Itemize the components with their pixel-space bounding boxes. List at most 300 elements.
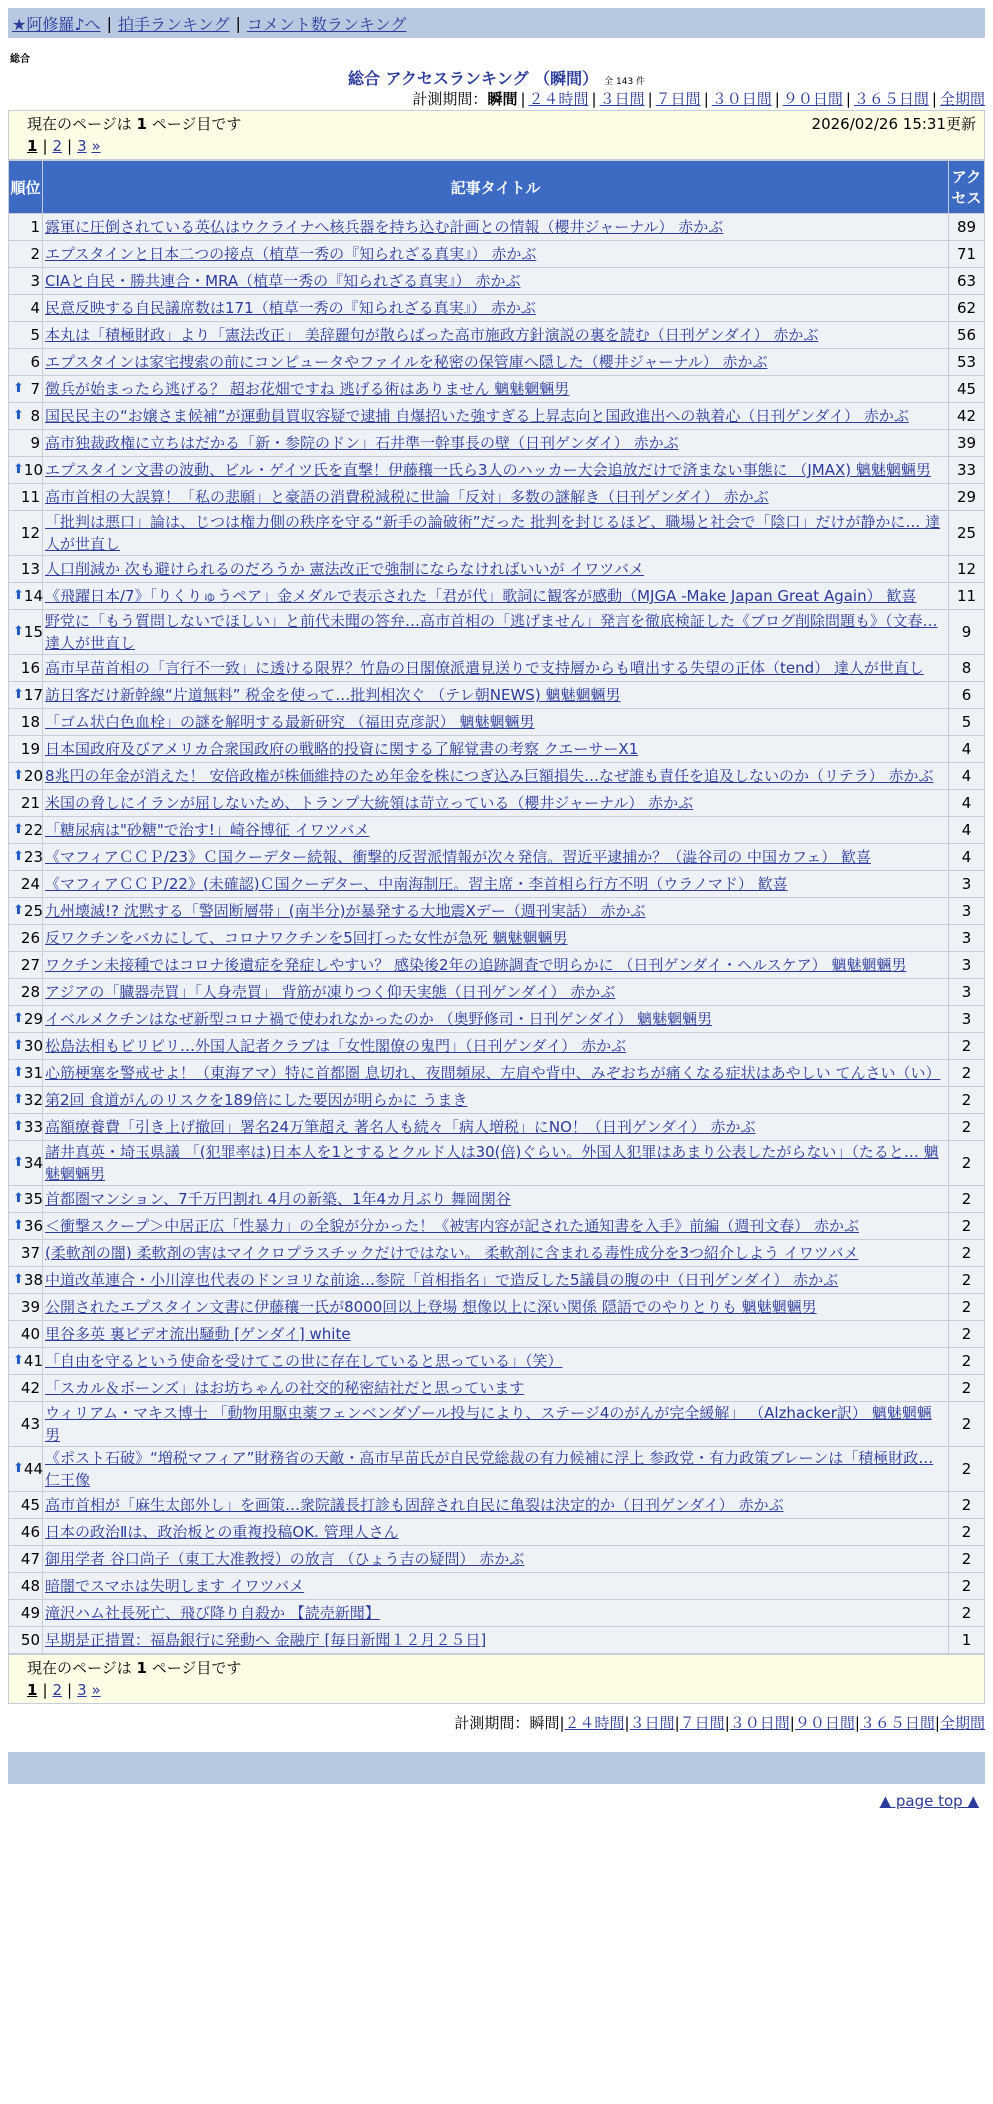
title-cell (43, 295, 949, 322)
article-title-link[interactable]: 高市独裁政権に立ちはだかる「新・参院のドン」石井準一幹事長の壁（日刊ゲンダイ） 赤かぶ (45, 434, 679, 452)
article-title-link[interactable]: 「スカル＆ボーンズ」はお坊ちゃんの社交的秘密結社だと思っています (45, 1379, 525, 1397)
article-title-link[interactable]: 第2回 食道がんのリスクを189倍にした要因が明らかに うまき (45, 1091, 468, 1109)
title-cell (43, 457, 949, 484)
title-cell (43, 610, 949, 655)
up-arrow-icon: ⬆ (13, 687, 24, 702)
article-title-link[interactable]: 高市首相の大誤算！「私の悲願」と豪語の消費税減税に世論「反対」多数の謎解き（日刊ゲンダイ） 赤かぶ (45, 488, 769, 506)
rank-number: 48 (20, 1577, 40, 1595)
article-title-link[interactable]: 首都圏マンション、7千万円割れ 4月の新築、1年4カ月ぶり 舞岡関谷 (45, 1190, 511, 1208)
rank-number: 27 (20, 956, 40, 974)
rank-cell (9, 556, 43, 583)
applause-ranking-link[interactable]: 拍手ランキング (117, 14, 230, 34)
up-arrow-icon: ⬆ (13, 588, 24, 603)
access-count: 2 (949, 1141, 985, 1186)
up-arrow-icon: ⬆ (13, 624, 24, 639)
article-title-link[interactable]: 暗闇でスマホは失明します イワツバメ (45, 1577, 305, 1595)
title-cell (43, 1627, 949, 1654)
table-row (9, 844, 985, 871)
title-cell (43, 952, 949, 979)
table-row (9, 457, 985, 484)
article-title-link[interactable]: エプスタインは家宅捜索の前にコンピュータやファイルを秘密の保管庫へ隠した（櫻井ジャーナル） 赤かぶ (45, 353, 768, 371)
article-title-link[interactable]: CIAと自民・勝共連合・MRA（植草一秀の『知られざる真実』） 赤かぶ (45, 272, 521, 290)
title-cell (43, 1321, 949, 1348)
rank-number: 22 (23, 821, 43, 839)
rank-number: 34 (23, 1154, 43, 1172)
rank-number: 12 (20, 524, 40, 542)
article-title-link[interactable]: 高市首相が「麻生太郎外し」を画策…衆院議長打診も固辞され自民に亀裂は決定的か（日刊ゲンダイ） 赤かぶ (45, 1496, 784, 1514)
pager-separator: | (42, 1681, 48, 1699)
article-title-link[interactable]: 高市早苗首相の「言行不一致」に透ける限界？竹島の日閣僚派遣見送りで支持層からも噴出する失望の正体（tend） 達人が世直し (45, 659, 924, 677)
access-count: 9 (949, 610, 985, 655)
access-count: 39 (949, 430, 985, 457)
table-row (9, 1141, 985, 1186)
rank-header: 順位 (9, 161, 43, 214)
table-row (9, 952, 985, 979)
period-link[interactable]: ９０日間 (782, 90, 843, 108)
access-count: 4 (949, 790, 985, 817)
title-cell (43, 1600, 949, 1627)
article-title-link[interactable]: 徴兵が始まったら逃げる？ 超お花畑ですね 逃げる術はありません 魑魅魍魎男 (45, 380, 570, 398)
article-title-link[interactable]: 高額療養費「引き上げ撤回」署名24万筆超え 著名人も続々「病人増税」にNO！（日刊ゲンダイ） 赤かぶ (45, 1118, 756, 1136)
period-link[interactable]: ３０日間 (729, 1714, 790, 1732)
title-cell (43, 583, 949, 610)
rank-cell (9, 1294, 43, 1321)
up-arrow-icon: ⬆ (13, 1218, 24, 1233)
title-cell (43, 268, 949, 295)
access-count: 2 (949, 1060, 985, 1087)
article-title-link[interactable]: エプスタインと日本二つの接点（植草一秀の『知られざる真実』） 赤かぶ (45, 245, 537, 263)
access-count: 2 (949, 1573, 985, 1600)
article-title-link[interactable]: 訪日客だけ新幹線“片道無料” 税金を使って…批判相次ぐ （テレ朝NEWS) 魑魅魍魎男 (45, 686, 621, 704)
period-link[interactable]: ７日間 (655, 90, 701, 108)
access-count: 3 (949, 898, 985, 925)
rank-number: 20 (23, 767, 43, 785)
up-arrow-icon: ⬆ (13, 1353, 24, 1368)
rank-cell (9, 214, 43, 241)
title-cell (43, 1186, 949, 1213)
article-title-link[interactable]: 諸井真英・埼玉県議 「(犯罪率は)日本人を1とするとクルド人は30(倍)ぐらい。外国人犯罪はあまり公表したがらない」（たると… 魑魅魍魎男 (45, 1143, 939, 1183)
title-cell (43, 844, 949, 871)
access-count: 11 (949, 583, 985, 610)
article-title-link[interactable]: 野党に「もう質問しないでほしい」と前代未聞の答弁…高市首相の「逃げません」発言を徹底検証した《ブログ削除問題も》（文春… 達人が世直し (45, 612, 938, 652)
pager-separator: | (67, 1681, 73, 1699)
table-row (9, 556, 985, 583)
rank-cell (9, 1240, 43, 1267)
article-title-link[interactable]: 日本の政治Ⅱは、政治板との重複投稿OK. 管理人さん (45, 1523, 399, 1541)
access-count: 71 (949, 241, 985, 268)
access-count: 2 (949, 1321, 985, 1348)
title-cell (43, 655, 949, 682)
up-arrow-icon: ⬆ (13, 1155, 24, 1170)
article-title-link[interactable]: ＜衝撃スクープ＞中居正広「性暴力」の全貌が分かった！《被害内容が記された通知書を入手》前編（週刊文春） 赤かぶ (45, 1217, 860, 1235)
rank-number: 5 (30, 326, 40, 344)
rank-cell (9, 736, 43, 763)
rank-cell (9, 655, 43, 682)
article-title-link[interactable]: 日本国政府及びアメリカ合衆国政府の戦略的投資に関する了解覚書の考察 クエーサーX1 (45, 740, 639, 758)
article-title-link[interactable]: (柔軟剤の闇) 柔軟剤の害はマイクロプラスチックだけではない。 柔軟剤に含まれる毒性成分を3つ紹介しよう イワツバメ (45, 1244, 859, 1262)
article-title-link[interactable]: 米国の脅しにイランが屈しないため、トランプ大統領は苛立っている（櫻井ジャーナル） 赤かぶ (45, 794, 694, 812)
title-cell (43, 403, 949, 430)
title-cell (43, 790, 949, 817)
article-title-link[interactable]: ウィリアム・マキス博士 「動物用駆虫薬フェンベンダゾール投与により、ステージ4のがんが完全緩解」 （Alzhacker訳） 魑魅魍魎男 (45, 1404, 932, 1444)
rank-number: 30 (23, 1037, 43, 1055)
title-cell (43, 556, 949, 583)
period-current: 瞬間 (529, 1714, 560, 1732)
access-count: 6 (949, 682, 985, 709)
rank-number: 1 (30, 218, 40, 236)
period-separator: | (674, 1714, 680, 1732)
title-cell (43, 979, 949, 1006)
table-row (9, 682, 985, 709)
page-top-link[interactable]: ▲ page top ▲ (879, 1792, 979, 1810)
pager-next-link[interactable]: » (91, 137, 101, 155)
table-row (9, 583, 985, 610)
period-link[interactable]: 全期間 (939, 1714, 985, 1732)
access-count: 2 (949, 1492, 985, 1519)
footer-bar (8, 1752, 985, 1784)
rank-cell (9, 763, 43, 790)
rank-number: 45 (20, 1496, 40, 1514)
rank-number: 18 (20, 713, 40, 731)
rank-number: 2 (30, 245, 40, 263)
ranking-table (8, 160, 985, 1654)
period-separator: | (624, 1714, 630, 1732)
access-count: 29 (949, 484, 985, 511)
title-cell (43, 763, 949, 790)
title-cell (43, 322, 949, 349)
access-count: 53 (949, 349, 985, 376)
rank-cell (9, 1627, 43, 1654)
access-count: 2 (949, 1114, 985, 1141)
period-link[interactable]: ３日間 (599, 90, 645, 108)
up-arrow-icon: ⬆ (13, 822, 24, 837)
up-arrow-icon: ⬆ (13, 408, 24, 423)
period-link[interactable]: 全期間 (939, 90, 985, 108)
up-arrow-icon: ⬆ (13, 1272, 24, 1287)
rank-cell (9, 1006, 43, 1033)
period-link[interactable]: ２４時間 (564, 1714, 625, 1732)
rank-number: 24 (20, 875, 40, 893)
table-row (9, 1600, 985, 1627)
rank-cell (9, 241, 43, 268)
rank-number: 42 (20, 1379, 40, 1397)
title-cell (43, 1213, 949, 1240)
rank-cell (9, 1321, 43, 1348)
access-count: 2 (949, 1447, 985, 1492)
period-separator: | (647, 90, 653, 108)
article-title-link[interactable]: アジアの「臓器売買」「人身売買」 背筋が凍りつく仰天実態（日刊ゲンダイ） 赤かぶ (45, 983, 616, 1001)
pager-page-link[interactable]: 3 (77, 137, 87, 155)
table-row (9, 790, 985, 817)
article-title-link[interactable]: 《マフィアＣＣＰ/23》Ｃ国クーデター続報、衝撃的反習派情報が次々発信。習近平逮捕か？（澁谷司の 中国カフェ） 歓喜 (45, 848, 871, 866)
up-arrow-icon: ⬆ (13, 903, 24, 918)
rank-cell (9, 844, 43, 871)
rank-number: 46 (20, 1523, 40, 1541)
rank-cell (9, 403, 43, 430)
table-row (9, 979, 985, 1006)
table-row (9, 1186, 985, 1213)
rank-cell (9, 511, 43, 556)
access-count: 2 (949, 1240, 985, 1267)
period-separator: | (854, 1714, 860, 1732)
article-title-link[interactable]: 「糖尿病は"砂糖"で治す!」崎谷博征 イワツバメ (45, 821, 370, 839)
table-row (9, 1627, 985, 1654)
table-row (9, 736, 985, 763)
period-selector (8, 88, 985, 110)
rank-number: 14 (23, 587, 43, 605)
period-link[interactable]: ７日間 (679, 1714, 725, 1732)
rank-number: 4 (30, 299, 40, 317)
table-row (9, 511, 985, 556)
rank-number: 41 (23, 1352, 43, 1370)
rank-cell (9, 898, 43, 925)
access-count: 3 (949, 871, 985, 898)
rank-number: 35 (23, 1190, 43, 1208)
up-arrow-icon: ⬆ (13, 1038, 24, 1053)
article-title-link[interactable]: エプスタイン文書の波動、ビル・ゲイツ氏を直撃！伊藤穰一氏ら3人のハッカー大会追放だけで済まない事態に （JMAX) 魑魅魍魎男 (45, 461, 931, 479)
table-row (9, 241, 985, 268)
page-title-text: 総合 アクセスランキング （瞬間） (347, 69, 599, 88)
rank-cell (9, 1402, 43, 1447)
period-link[interactable]: ３日間 (629, 1714, 675, 1732)
pager-page-link[interactable]: 3 (77, 1681, 87, 1699)
rank-cell (9, 1492, 43, 1519)
period-link[interactable]: ９０日間 (794, 1714, 855, 1732)
article-title-link[interactable]: 8兆円の年金が消えた！ 安倍政権が株価維持のため年金を株につぎ込み巨額損失…なぜ誰も責任を追及しないのか（リテラ） 赤かぶ (45, 767, 934, 785)
rank-cell (9, 1267, 43, 1294)
access-count: 4 (949, 763, 985, 790)
table-row (9, 709, 985, 736)
title-cell (43, 1006, 949, 1033)
article-title-link[interactable]: 中道改革連合・小川淳也代表のドンヨリな前途…参院「首相指名」で造反した5議員の腹の中（日刊ゲンダイ） 赤かぶ (45, 1271, 839, 1289)
article-title-link[interactable]: 《ポスト石破》“増税マフィア”財務省の天敵・高市早苗氏が自民党総裁の有力候補に浮上 参政党・有力政策ブレーンは「積極財政… 仁王像 (45, 1449, 934, 1489)
up-arrow-icon: ⬆ (13, 1461, 24, 1476)
up-arrow-icon: ⬆ (13, 1011, 24, 1026)
rank-cell (9, 871, 43, 898)
article-title-link[interactable]: 松島法相もピリピリ…外国人記者クラブは「女性閣僚の鬼門」（日刊ゲンダイ） 赤かぶ (45, 1037, 627, 1055)
title-cell (43, 1060, 949, 1087)
title-header: 記事タイトル (43, 161, 949, 214)
rank-number: 32 (23, 1091, 43, 1109)
comment-ranking-link[interactable]: コメント数ランキング (246, 14, 407, 34)
title-cell (43, 898, 949, 925)
rank-cell (9, 268, 43, 295)
rank-number: 17 (23, 686, 43, 704)
rank-cell (9, 1213, 43, 1240)
access-count: 2 (949, 1087, 985, 1114)
article-title-link[interactable]: 反ワクチンをバカにして、コロナワクチンを5回打った女性が急死 魑魅魍魎男 (45, 929, 568, 947)
up-arrow-icon: ⬆ (13, 381, 24, 396)
title-cell (43, 349, 949, 376)
rank-number: 44 (23, 1460, 43, 1478)
home-link[interactable]: ★阿修羅♪へ (12, 14, 101, 34)
table-row (9, 1213, 985, 1240)
article-title-link[interactable]: 里谷多英 裏ビデオ流出騒動 [ゲンダイ] white (45, 1325, 351, 1343)
pager-separator: | (42, 137, 48, 155)
rank-number: 26 (20, 929, 40, 947)
title-cell (43, 1492, 949, 1519)
access-count: 2 (949, 1033, 985, 1060)
table-row (9, 1087, 985, 1114)
access-count: 3 (949, 1006, 985, 1033)
table-row (9, 403, 985, 430)
rank-cell (9, 1447, 43, 1492)
pager-separator: | (67, 137, 73, 155)
rank-cell (9, 1519, 43, 1546)
rank-cell (9, 349, 43, 376)
article-title-link[interactable]: 早期是正措置：福島銀行に発動へ 金融庁 [毎日新聞１２月２５日] (45, 1631, 487, 1649)
article-title-link[interactable]: 「ゴム状白色血栓」の謎を解明する最新研究 （福田克彦訳） 魑魅魍魎男 (45, 713, 535, 731)
period-separator: | (934, 1714, 940, 1732)
title-cell (43, 484, 949, 511)
article-title-link[interactable]: 御用学者 谷口尚子（東工大准教授）の放言 （ひょう吉の疑問） 赤かぶ (45, 1550, 525, 1568)
up-arrow-icon: ⬆ (13, 1065, 24, 1080)
title-cell (43, 1141, 949, 1186)
table-row (9, 1573, 985, 1600)
access-count: 2 (949, 1294, 985, 1321)
access-count: 12 (949, 556, 985, 583)
access-count: 2 (949, 1402, 985, 1447)
access-header: アクセス (949, 161, 985, 214)
access-count: 2 (949, 1213, 985, 1240)
table-row (9, 295, 985, 322)
rank-cell (9, 430, 43, 457)
rank-cell (9, 1087, 43, 1114)
rank-cell (9, 1141, 43, 1186)
updated-timestamp: 2026/02/26 15:31更新 (811, 115, 976, 133)
rank-cell (9, 322, 43, 349)
table-row (9, 610, 985, 655)
article-title-link[interactable]: 《飛躍日本/7》「りくりゅうペア」金メダルで表示された「君が代」歌詞に観客が感動（MJGA -Make Japan Great Again） 歓喜 (45, 587, 917, 605)
access-count: 89 (949, 214, 985, 241)
article-title-link[interactable]: 公開されたエプスタイン文書に伊藤穰一氏が8000回以上登場 想像以上に深い関係 隠語でのやりとりも 魑魅魍魎男 (45, 1298, 817, 1316)
rank-cell (9, 709, 43, 736)
title-cell (43, 871, 949, 898)
access-count: 2 (949, 1267, 985, 1294)
title-cell (43, 430, 949, 457)
rank-cell (9, 457, 43, 484)
access-count: 8 (949, 655, 985, 682)
period-link[interactable]: ２４時間 (528, 90, 589, 108)
page-info-bottom (8, 1654, 985, 1704)
article-title-link[interactable]: 九州壊滅!? 沈黙する「警固断層帯」(南半分)が暴発する大地震Xデー（週刊実話） 赤かぶ (45, 902, 646, 920)
access-count: 45 (949, 376, 985, 403)
up-arrow-icon: ⬆ (13, 1092, 24, 1107)
period-separator: | (591, 90, 597, 108)
access-count: 3 (949, 979, 985, 1006)
title-cell (43, 1114, 949, 1141)
rank-number: 43 (20, 1415, 40, 1433)
rank-cell (9, 979, 43, 1006)
period-link[interactable]: ３６５日間 (859, 1714, 935, 1732)
rank-cell (9, 610, 43, 655)
article-title-link[interactable]: 《マフィアＣＣＰ/22》(未確認)Ｃ国クーデター、中南海制圧。習主席・李首相ら行方不明（ウラノマド） 歓喜 (45, 875, 788, 893)
table-header-row (9, 161, 985, 214)
title-cell (43, 1087, 949, 1114)
pager-current: 1 (27, 137, 38, 155)
period-label: 計測期間： (454, 1714, 530, 1732)
nav-separator: | (235, 13, 241, 33)
title-cell (43, 1033, 949, 1060)
pager-page-link[interactable]: 2 (52, 137, 63, 155)
table-row (9, 1006, 985, 1033)
title-cell (43, 682, 949, 709)
article-title-link[interactable]: 本丸は「積極財政」より「憲法改正」 美辞麗句が散らばった高市施政方針演説の裏を読む（日刊ゲンダイ） 赤かぶ (45, 326, 819, 344)
article-title-link[interactable]: イベルメクチンはなぜ新型コロナ禍で使われなかったのか （奥野修司・日刊ゲンダイ） 魑魅魍魎男 (45, 1010, 713, 1028)
title-cell (43, 1573, 949, 1600)
rank-number: 37 (20, 1244, 40, 1262)
table-row (9, 925, 985, 952)
up-arrow-icon: ⬆ (13, 768, 24, 783)
page-info-top (8, 110, 985, 160)
access-count: 4 (949, 736, 985, 763)
current-page-text: 現在のページは 1 ページ目です (27, 115, 242, 133)
rank-number: 47 (20, 1550, 40, 1568)
table-row (9, 763, 985, 790)
article-title-link[interactable]: 「自由を守るという使命を受けてこの世に存在していると思っている」（笑） (45, 1352, 563, 1370)
page-title (8, 66, 985, 88)
title-cell (43, 1348, 949, 1375)
period-separator: | (931, 90, 937, 108)
rank-cell (9, 1348, 43, 1375)
rank-cell (9, 583, 43, 610)
access-count: 2 (949, 1600, 985, 1627)
article-title-link[interactable]: 滝沢ハム社長死亡、飛び降り自殺か 【読売新聞】 (45, 1604, 380, 1622)
title-cell (43, 1240, 949, 1267)
access-count: 25 (949, 511, 985, 556)
rank-number: 10 (23, 461, 43, 479)
pager (27, 1679, 976, 1701)
article-title-link[interactable]: 国民民主の“お嬢さま候補”が運動員買収容疑で逮捕 自爆招いた強すぎる上昇志向と国政進出への執着心（日刊ゲンダイ） 赤かぶ (45, 407, 909, 425)
article-title-link[interactable]: 「批判は悪口」論は、じつは権力側の秩序を守る“新手の論破術”だった 批判を封じるほど、職場と社会で「陰口」だけが静かに… 達人が世直し (45, 513, 941, 553)
title-cell (43, 1519, 949, 1546)
pager-next-link[interactable]: » (91, 1681, 101, 1699)
title-cell (43, 214, 949, 241)
table-row (9, 655, 985, 682)
table-row (9, 1294, 985, 1321)
period-link[interactable]: ３０日間 (711, 90, 772, 108)
table-row (9, 1060, 985, 1087)
table-row (9, 1375, 985, 1402)
period-separator: | (845, 90, 851, 108)
rank-number: 38 (23, 1271, 43, 1289)
title-cell (43, 511, 949, 556)
access-count: 5 (949, 709, 985, 736)
table-row (9, 1402, 985, 1447)
period-separator: | (703, 90, 709, 108)
up-arrow-icon: ⬆ (13, 1119, 24, 1134)
article-title-link[interactable]: ワクチン未接種ではコロナ後遺症を発症しやすい？ 感染後2年の追跡調査で明らかに （日刊ゲンダイ・ヘルスケア） 魑魅魍魎男 (45, 956, 907, 974)
article-title-link[interactable]: 心筋梗塞を警戒せよ！（東海アマ）特に首都圏 息切れ、夜間頻尿、左肩や背中、みぞおちが痛くなる症状はあやしい てんさい（い） (45, 1064, 941, 1082)
rank-cell (9, 1114, 43, 1141)
article-title-link[interactable]: 人口削減か 次も避けられるのだろうか 憲法改正で強制にならなければいいが イワツバメ (45, 560, 645, 578)
table-row (9, 1033, 985, 1060)
pager-page-link[interactable]: 2 (52, 1681, 63, 1699)
table-row (9, 1240, 985, 1267)
title-cell (43, 709, 949, 736)
access-count: 3 (949, 925, 985, 952)
table-row (9, 349, 985, 376)
title-cell (43, 1375, 949, 1402)
rank-number: 25 (23, 902, 43, 920)
table-row (9, 1492, 985, 1519)
rank-number: 31 (23, 1064, 43, 1082)
article-title-link[interactable]: 民意反映する自民議席数は171（植草一秀の『知られざる真実』） 赤かぶ (45, 299, 536, 317)
access-count: 1 (949, 1627, 985, 1654)
article-title-link[interactable]: 露軍に圧倒されている英仏はウクライナへ核兵器を持ち込む計画との情報（櫻井ジャーナル） 赤かぶ (45, 218, 724, 236)
period-link[interactable]: ３６５日間 (853, 90, 929, 108)
rank-cell (9, 1186, 43, 1213)
